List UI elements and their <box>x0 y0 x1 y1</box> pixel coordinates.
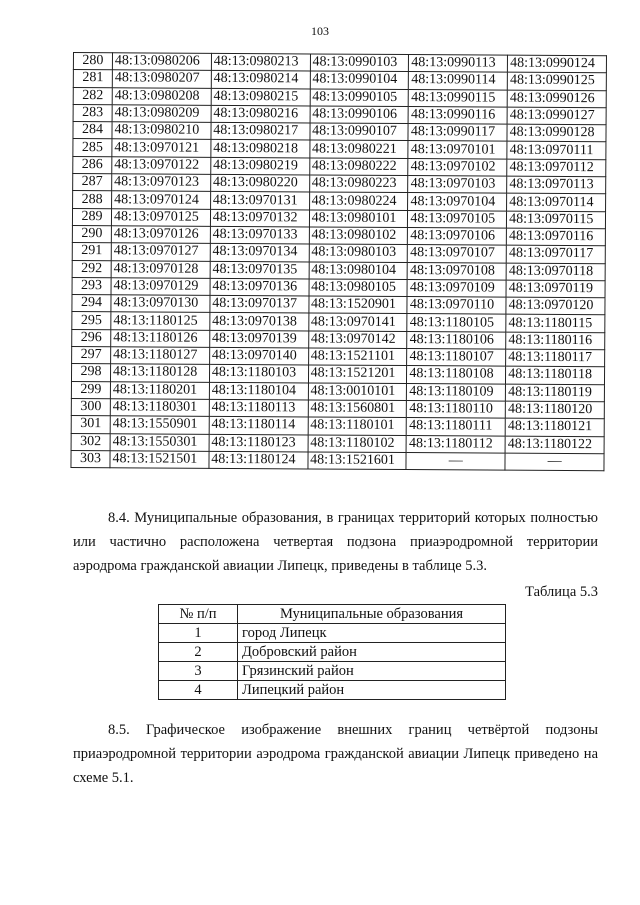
row-number: 300 <box>71 398 110 416</box>
table-row <box>159 624 506 643</box>
cadastral-number: 48:13:0970116 <box>507 228 606 246</box>
cadastral-number: 48:13:0980105 <box>309 279 408 297</box>
cadastral-number: 48:13:1521201 <box>308 365 407 383</box>
cadastral-number: 48:13:0970103 <box>408 176 507 194</box>
cadastral-number: 48:13:1180114 <box>209 417 308 435</box>
cadastral-number: 48:13:0980216 <box>211 105 310 123</box>
cadastral-number: 48:13:0990113 <box>409 55 508 73</box>
paragraph-line: аэродрома гражданской авиации Липецк, приведены в таблице 5.3. <box>73 558 488 574</box>
cadastral-number: 48:13:0970102 <box>408 158 507 176</box>
cadastral-number: 48:13:0970118 <box>506 263 605 281</box>
cadastral-number: 48:13:0970130 <box>111 295 210 313</box>
cadastral-number: 48:13:0990106 <box>310 106 409 124</box>
cadastral-number: 48:13:0970106 <box>408 228 507 246</box>
cadastral-number: 48:13:1180122 <box>505 436 604 454</box>
cadastral-number: 48:13:1180101 <box>308 417 407 435</box>
cadastral-number: 48:13:0990124 <box>508 55 607 73</box>
row-number: 282 <box>73 87 112 105</box>
cadastral-number: 48:13:1180115 <box>506 315 605 333</box>
cadastral-number: 48:13:0970105 <box>408 210 507 228</box>
row-number: 289 <box>72 208 111 226</box>
cadastral-number: 48:13:0970119 <box>506 280 605 298</box>
row-number: 288 <box>73 191 112 209</box>
cadastral-table-body <box>71 53 607 471</box>
cadastral-number: 48:13:0970122 <box>112 157 211 175</box>
table-caption: Таблица 5.3 <box>525 584 598 600</box>
cadastral-number: 48:13:1180118 <box>506 366 605 384</box>
table-row <box>159 681 506 700</box>
cadastral-number: 48:13:0990125 <box>507 72 606 90</box>
cadastral-number: 48:13:1180126 <box>111 329 210 347</box>
cadastral-number: 48:13:1180125 <box>111 312 210 330</box>
cadastral-number: 48:13:0970120 <box>506 297 605 315</box>
cadastral-number: 48:13:0990104 <box>310 71 409 89</box>
cadastral-number: 48:13:0970112 <box>507 159 606 177</box>
cadastral-number: 48:13:0990107 <box>310 123 409 141</box>
municipalities-table <box>158 604 506 700</box>
cadastral-number: 48:13:1180112 <box>406 435 505 453</box>
cadastral-number: 48:13:0980101 <box>309 210 408 228</box>
paragraph-line: 8.5. Графическое изображение внешних границ четвёртой подзоны <box>108 722 598 738</box>
cadastral-number: 48:13:1180105 <box>407 314 506 332</box>
table-header-row <box>159 605 506 624</box>
cadastral-number: 48:13:0980213 <box>211 53 310 71</box>
row-number: 287 <box>73 174 112 192</box>
cadastral-number: 48:13:0980222 <box>309 158 408 176</box>
cadastral-number: 48:13:0970128 <box>111 260 210 278</box>
cadastral-number: 48:13:0970121 <box>112 139 211 157</box>
row-number: 291 <box>72 243 111 261</box>
cadastral-number: 48:13:0980219 <box>211 157 310 175</box>
cadastral-number: 48:13:0980220 <box>210 174 309 192</box>
cadastral-number: 48:13:1180119 <box>506 384 605 402</box>
row-number: 294 <box>72 295 111 313</box>
cadastral-number: 48:13:1180201 <box>110 381 209 399</box>
cadastral-number: 48:13:0990114 <box>409 72 508 90</box>
header-number: № п/п <box>159 605 238 624</box>
cadastral-number: 48:13:0970109 <box>407 279 506 297</box>
table-row <box>159 662 506 681</box>
cadastral-number: 48:13:0970136 <box>210 278 309 296</box>
cadastral-number: 48:13:0970101 <box>408 141 507 159</box>
cadastral-number: 48:13:0980102 <box>309 227 408 245</box>
row-number: 284 <box>73 122 112 140</box>
row-number: 297 <box>72 347 111 365</box>
row-number: 283 <box>73 104 112 122</box>
row-number: 290 <box>72 225 111 243</box>
row-number: 292 <box>72 260 111 278</box>
row-municipality: Добровский район <box>238 643 506 662</box>
row-municipality: город Липецк <box>238 624 506 643</box>
cadastral-number: 48:13:1550901 <box>110 416 209 434</box>
cadastral-number: 48:13:0970104 <box>408 193 507 211</box>
cadastral-number: 48:13:1180109 <box>407 383 506 401</box>
cadastral-number: 48:13:1521601 <box>308 452 407 470</box>
cadastral-number: 48:13:0980224 <box>309 192 408 210</box>
cadastral-number: 48:13:0010101 <box>308 383 407 401</box>
cadastral-number: — <box>406 452 505 470</box>
table-row <box>71 450 604 471</box>
cadastral-number: 48:13:1180121 <box>505 418 604 436</box>
row-number: 3 <box>159 662 238 681</box>
cadastral-number: 48:13:0990116 <box>408 106 507 124</box>
cadastral-number: 48:13:1180116 <box>506 332 605 350</box>
cadastral-number: 48:13:0970107 <box>408 245 507 263</box>
cadastral-number: 48:13:0970134 <box>210 244 309 262</box>
cadastral-number: 48:13:0990126 <box>507 90 606 108</box>
cadastral-number: 48:13:1180110 <box>407 400 506 418</box>
cadastral-number: 48:13:1521101 <box>308 348 407 366</box>
cadastral-number: 48:13:0980223 <box>309 175 408 193</box>
header-municipality: Муниципальные образования <box>238 605 506 624</box>
cadastral-number: 48:13:1180104 <box>209 382 308 400</box>
cadastral-number: 48:13:0970111 <box>507 142 606 160</box>
cadastral-number: 48:13:0970125 <box>111 208 210 226</box>
cadastral-number: 48:13:0990127 <box>507 107 606 125</box>
row-number: 1 <box>159 624 238 643</box>
cadastral-number: 48:13:1180123 <box>209 434 308 452</box>
cadastral-number: 48:13:0970124 <box>112 191 211 209</box>
cadastral-number: 48:13:0970132 <box>210 209 309 227</box>
cadastral-number: 48:13:0990128 <box>507 124 606 142</box>
cadastral-number: 48:13:0970115 <box>507 211 606 229</box>
cadastral-number: 48:13:0970113 <box>507 176 606 194</box>
cadastral-number: 48:13:0970131 <box>210 192 309 210</box>
cadastral-number: 48:13:1180107 <box>407 349 506 367</box>
cadastral-number: 48:13:0990117 <box>408 124 507 142</box>
cadastral-number: 48:13:0970126 <box>111 226 210 244</box>
cadastral-number: 48:13:0970108 <box>408 262 507 280</box>
cadastral-number: 48:13:1180106 <box>407 331 506 349</box>
cadastral-number: 48:13:0970129 <box>111 278 210 296</box>
row-number: 295 <box>72 312 111 330</box>
cadastral-number: 48:13:0970110 <box>407 297 506 315</box>
cadastral-number: 48:13:0970139 <box>209 330 308 348</box>
cadastral-number: 48:13:1520901 <box>309 296 408 314</box>
paragraph-8-4 <box>73 506 598 578</box>
row-municipality: Липецкий район <box>238 681 506 700</box>
row-number: 299 <box>71 381 110 399</box>
cadastral-number: 48:13:0970135 <box>210 261 309 279</box>
row-number: 281 <box>73 70 112 88</box>
cadastral-number: 48:13:0980208 <box>112 87 211 105</box>
paragraph-line: схеме 5.1. <box>73 770 134 786</box>
paragraph-line: приаэродромной территории аэродрома гражданской авиации Липецк приведено на <box>73 746 598 762</box>
row-number: 280 <box>73 53 112 71</box>
cadastral-number: 48:13:1180120 <box>505 401 604 419</box>
cadastral-number: 48:13:0980217 <box>211 123 310 141</box>
cadastral-number: 48:13:0980215 <box>211 88 310 106</box>
cadastral-number: 48:13:0980210 <box>112 122 211 140</box>
row-number: 293 <box>72 277 111 295</box>
cadastral-number: 48:13:1180127 <box>111 347 210 365</box>
row-municipality: Грязинский район <box>238 662 506 681</box>
row-number: 301 <box>71 416 110 434</box>
cadastral-number: 48:13:1550301 <box>110 433 209 451</box>
cadastral-number: 48:13:1521501 <box>110 451 209 469</box>
cadastral-number: 48:13:0970137 <box>210 295 309 313</box>
paragraph-line: или частично расположена четвертая подзона приаэродромной территории <box>73 534 598 550</box>
cadastral-number: 48:13:1180128 <box>110 364 209 382</box>
cadastral-number: 48:13:0970133 <box>210 226 309 244</box>
cadastral-number: 48:13:0980103 <box>309 244 408 262</box>
cadastral-number: 48:13:0980221 <box>309 140 408 158</box>
page-number: 103 <box>311 24 329 38</box>
cadastral-number: 48:13:0970142 <box>308 331 407 349</box>
table-row <box>159 643 506 662</box>
row-number: 296 <box>72 329 111 347</box>
cadastral-number: 48:13:0990115 <box>409 89 508 107</box>
cadastral-number: 48:13:1180124 <box>209 451 308 469</box>
row-number: 286 <box>73 156 112 174</box>
cadastral-number: 48:13:1560801 <box>308 400 407 418</box>
cadastral-number: 48:13:1180113 <box>209 399 308 417</box>
cadastral-number: 48:13:0980218 <box>211 140 310 158</box>
row-number: 303 <box>71 450 110 468</box>
cadastral-number: — <box>505 453 604 471</box>
cadastral-number: 48:13:0990103 <box>310 54 409 72</box>
cadastral-number: 48:13:0980214 <box>211 71 310 89</box>
cadastral-number: 48:13:1180102 <box>308 434 407 452</box>
cadastral-number: 48:13:1180117 <box>506 349 605 367</box>
row-number: 4 <box>159 681 238 700</box>
cadastral-number: 48:13:0980209 <box>112 105 211 123</box>
cadastral-number: 48:13:0970123 <box>112 174 211 192</box>
row-number: 2 <box>159 643 238 662</box>
cadastral-number: 48:13:0980207 <box>112 70 211 88</box>
cadastral-number: 48:13:1180111 <box>407 418 506 436</box>
cadastral-number: 48:13:0990105 <box>310 89 409 107</box>
row-number: 285 <box>73 139 112 157</box>
cadastral-number: 48:13:0980104 <box>309 262 408 280</box>
cadastral-number: 48:13:0970141 <box>308 313 407 331</box>
cadastral-number: 48:13:0980206 <box>112 53 211 71</box>
cadastral-number: 48:13:0970114 <box>507 194 606 212</box>
row-number: 302 <box>71 433 110 451</box>
cadastral-number: 48:13:1180103 <box>209 365 308 383</box>
paragraph-8-5 <box>73 718 598 790</box>
cadastral-number: 48:13:1180108 <box>407 366 506 384</box>
cadastral-number: 48:13:0970117 <box>506 245 605 263</box>
paragraph-line: 8.4. Муниципальные образования, в границах территорий которых полностью <box>108 510 598 526</box>
cadastral-table <box>70 52 607 471</box>
row-number: 298 <box>71 364 110 382</box>
cadastral-number: 48:13:1180301 <box>110 399 209 417</box>
cadastral-number: 48:13:0970140 <box>209 347 308 365</box>
cadastral-number: 48:13:0970127 <box>111 243 210 261</box>
cadastral-number: 48:13:0970138 <box>210 313 309 331</box>
